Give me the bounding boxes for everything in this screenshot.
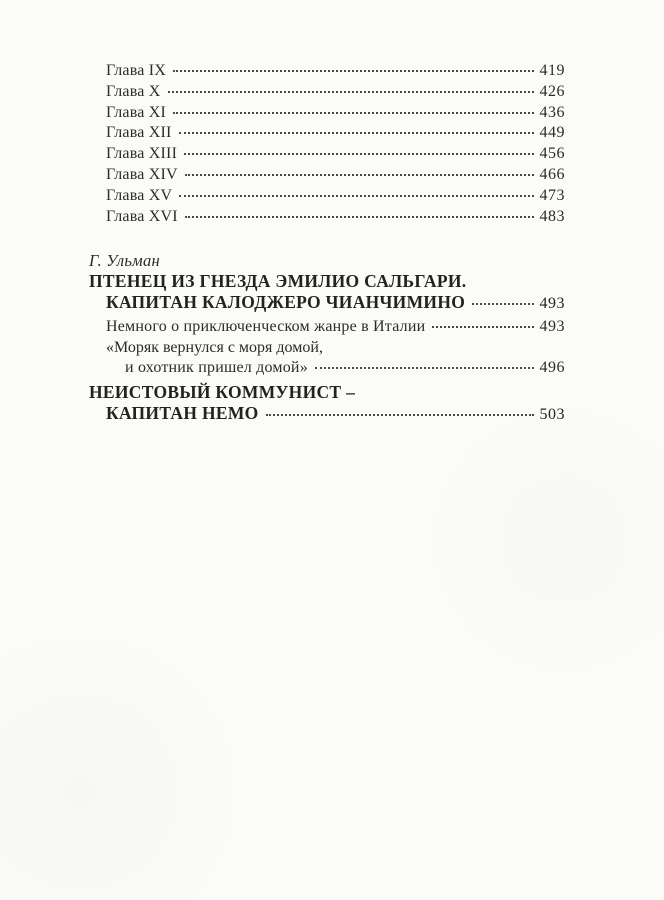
toc-entry-chapter [89, 103, 565, 124]
dot-leader [184, 153, 533, 155]
section-author: Г. Ульман [89, 251, 161, 271]
dot-leader [315, 367, 534, 369]
toc-entry-chapter [89, 82, 565, 103]
dot-leader [266, 414, 534, 416]
dot-leader [179, 132, 534, 134]
chapter-label: Глава X [106, 82, 161, 100]
chapter-label: Глава XIII [106, 145, 178, 163]
page-number: 426 [539, 82, 565, 100]
chapter-label: Глава XII [106, 124, 172, 142]
dot-leader [432, 326, 533, 328]
page-number: 456 [539, 145, 565, 163]
toc-entry-chapter [89, 61, 565, 82]
toc-entry-chapter [89, 186, 565, 207]
page-number: 503 [539, 405, 565, 423]
subsection-label: и охотник пришел домой» [125, 359, 308, 377]
chapter-label: Глава XI [106, 103, 167, 121]
table-of-contents [89, 61, 565, 425]
page-number: 473 [539, 186, 565, 204]
page-number: 496 [539, 359, 565, 377]
page-number: 449 [539, 124, 565, 142]
chapter-label: Глава XV [106, 186, 173, 204]
dot-leader [472, 303, 533, 305]
page-number: 466 [539, 165, 565, 183]
page-number: 419 [539, 62, 565, 79]
dot-leader [185, 174, 534, 176]
essay2-title-line1: НЕИСТОВЫЙ КОММУНИСТ – [89, 381, 356, 402]
essay1-title-line2-row [89, 292, 565, 314]
toc-entry-chapter [89, 165, 565, 186]
dot-leader [173, 70, 533, 72]
chapter-label: Глава XVI [106, 207, 178, 225]
page-number: 483 [539, 207, 565, 225]
essay1-sub1-row [89, 317, 565, 338]
essay1-sub2-line2-row [89, 358, 565, 379]
chapter-label: Глава XIV [106, 165, 178, 183]
page-number: 493 [539, 295, 565, 313]
essay1-title-line2: КАПИТАН КАЛОДЖЕРО ЧИАНЧИМИНО [106, 292, 466, 313]
essay1-sub2-line1: «Моряк вернулся с моря домой, [106, 338, 323, 356]
toc-entry-chapter [89, 144, 565, 165]
toc-entry-chapter [89, 207, 565, 228]
page-number: 436 [539, 103, 565, 121]
dot-leader [185, 216, 534, 218]
essay1-title-line1: ПТЕНЕЦ ИЗ ГНЕЗДА ЭМИЛИО САЛЬГАРИ. [89, 271, 467, 292]
chapter-label: Глава IX [106, 62, 167, 79]
subsection-label: Немного о приключенческом жанре в Италии [106, 317, 426, 335]
dot-leader [173, 112, 533, 114]
essay2-title-line2-row [89, 403, 565, 425]
essay2-title-line2: КАПИТАН НЕМО [106, 402, 259, 423]
dot-leader [179, 195, 533, 197]
toc-entry-chapter [89, 123, 565, 144]
page-number: 493 [539, 317, 565, 335]
dot-leader [168, 91, 534, 93]
